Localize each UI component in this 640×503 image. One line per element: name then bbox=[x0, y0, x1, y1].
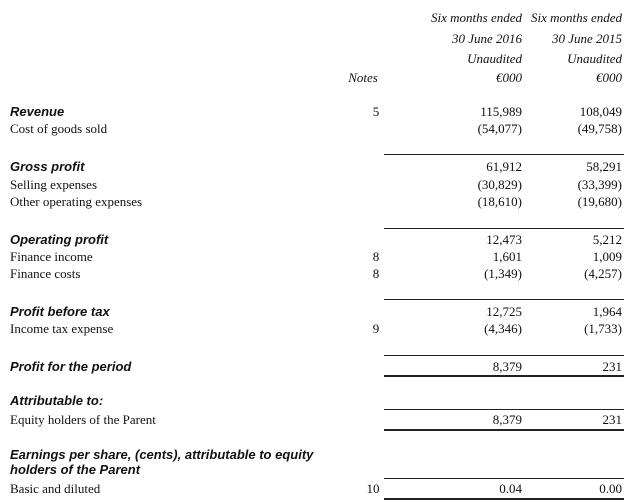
basic-diluted-2016: 0.04 bbox=[499, 481, 522, 496]
col2-header-line4: €000 bbox=[596, 70, 622, 85]
finance-income-2016: 1,601 bbox=[492, 249, 522, 264]
other-opex-2016: (18,610) bbox=[477, 194, 522, 209]
rule-equity-bottom bbox=[384, 429, 624, 431]
gross-profit-2015: 58,291 bbox=[586, 159, 622, 174]
col2-header-line1: Six months ended bbox=[531, 10, 622, 25]
equity-holders-2016: 8,379 bbox=[492, 412, 522, 427]
basic-diluted-2015: 0.00 bbox=[599, 481, 622, 496]
operating-profit-2016: 12,473 bbox=[486, 232, 522, 247]
col1-header-line1: Six months ended bbox=[431, 10, 522, 25]
profit-period-2016: 8,379 bbox=[492, 359, 522, 374]
operating-profit-2015: 5,212 bbox=[592, 232, 622, 247]
selling-label: Selling expenses bbox=[10, 177, 98, 192]
col1-header-line2: 30 June 2016 bbox=[451, 31, 522, 46]
selling-2016: (30,829) bbox=[477, 177, 522, 192]
revenue-label: Revenue bbox=[10, 104, 65, 119]
gross-profit-2016: 61,912 bbox=[486, 159, 522, 174]
rule-eps-top bbox=[384, 478, 624, 479]
tax-label: Income tax expense bbox=[10, 321, 114, 336]
profit-period-2015: 231 bbox=[602, 359, 622, 374]
equity-holders-label: Equity holders of the Parent bbox=[10, 412, 156, 427]
pbt-2016: 12,725 bbox=[486, 304, 522, 319]
col2-header-line3: Unaudited bbox=[567, 51, 622, 66]
col2-header-line2: 30 June 2015 bbox=[551, 31, 622, 46]
tax-2015: (1,733) bbox=[584, 321, 622, 336]
finance-income-note: 8 bbox=[372, 249, 380, 264]
rule-gross-profit bbox=[384, 154, 624, 155]
revenue-2015: 108,049 bbox=[579, 104, 622, 119]
finance-costs-label: Finance costs bbox=[10, 266, 81, 281]
rule-eps-bottom bbox=[384, 498, 624, 500]
finance-costs-note: 8 bbox=[372, 266, 380, 281]
revenue-2016: 115,989 bbox=[480, 104, 522, 119]
revenue-note: 5 bbox=[372, 104, 380, 119]
rule-profit-period-bottom bbox=[384, 375, 624, 377]
operating-profit-label: Operating profit bbox=[10, 232, 109, 247]
other-opex-label: Other operating expenses bbox=[10, 194, 143, 209]
cogs-label: Cost of goods sold bbox=[10, 121, 108, 136]
selling-2015: (33,399) bbox=[577, 177, 622, 192]
rule-profit-before-tax bbox=[384, 299, 624, 300]
col1-header-line4: €000 bbox=[496, 70, 522, 85]
gross-profit-label: Gross profit bbox=[10, 159, 85, 174]
pbt-2015: 1,964 bbox=[592, 304, 622, 319]
pbt-label: Profit before tax bbox=[10, 304, 110, 319]
finance-costs-2015: (4,257) bbox=[584, 266, 622, 281]
other-opex-2015: (19,680) bbox=[577, 194, 622, 209]
tax-2016: (4,346) bbox=[484, 321, 522, 336]
eps-heading-line1: Earnings per share, (cents), attributable to equity bbox=[10, 447, 314, 462]
eps-heading-line2: holders of the Parent bbox=[10, 462, 141, 477]
cogs-2015: (49,758) bbox=[577, 121, 622, 136]
basic-diluted-label: Basic and diluted bbox=[10, 481, 101, 496]
finance-costs-2016: (1,349) bbox=[484, 266, 522, 281]
rule-equity-top bbox=[384, 409, 624, 410]
finance-income-label: Finance income bbox=[10, 249, 93, 264]
profit-period-label: Profit for the period bbox=[10, 359, 132, 374]
equity-holders-2015: 231 bbox=[602, 412, 622, 427]
basic-diluted-note: 10 bbox=[366, 481, 380, 496]
finance-income-2015: 1,009 bbox=[592, 249, 622, 264]
rule-profit-period-top bbox=[384, 355, 624, 356]
notes-header: Notes bbox=[348, 70, 378, 85]
tax-note: 9 bbox=[372, 321, 380, 336]
attributable-label: Attributable to: bbox=[10, 393, 104, 408]
cogs-2016: (54,077) bbox=[477, 121, 522, 136]
rule-operating-profit bbox=[384, 228, 624, 229]
col1-header-line3: Unaudited bbox=[467, 51, 522, 66]
